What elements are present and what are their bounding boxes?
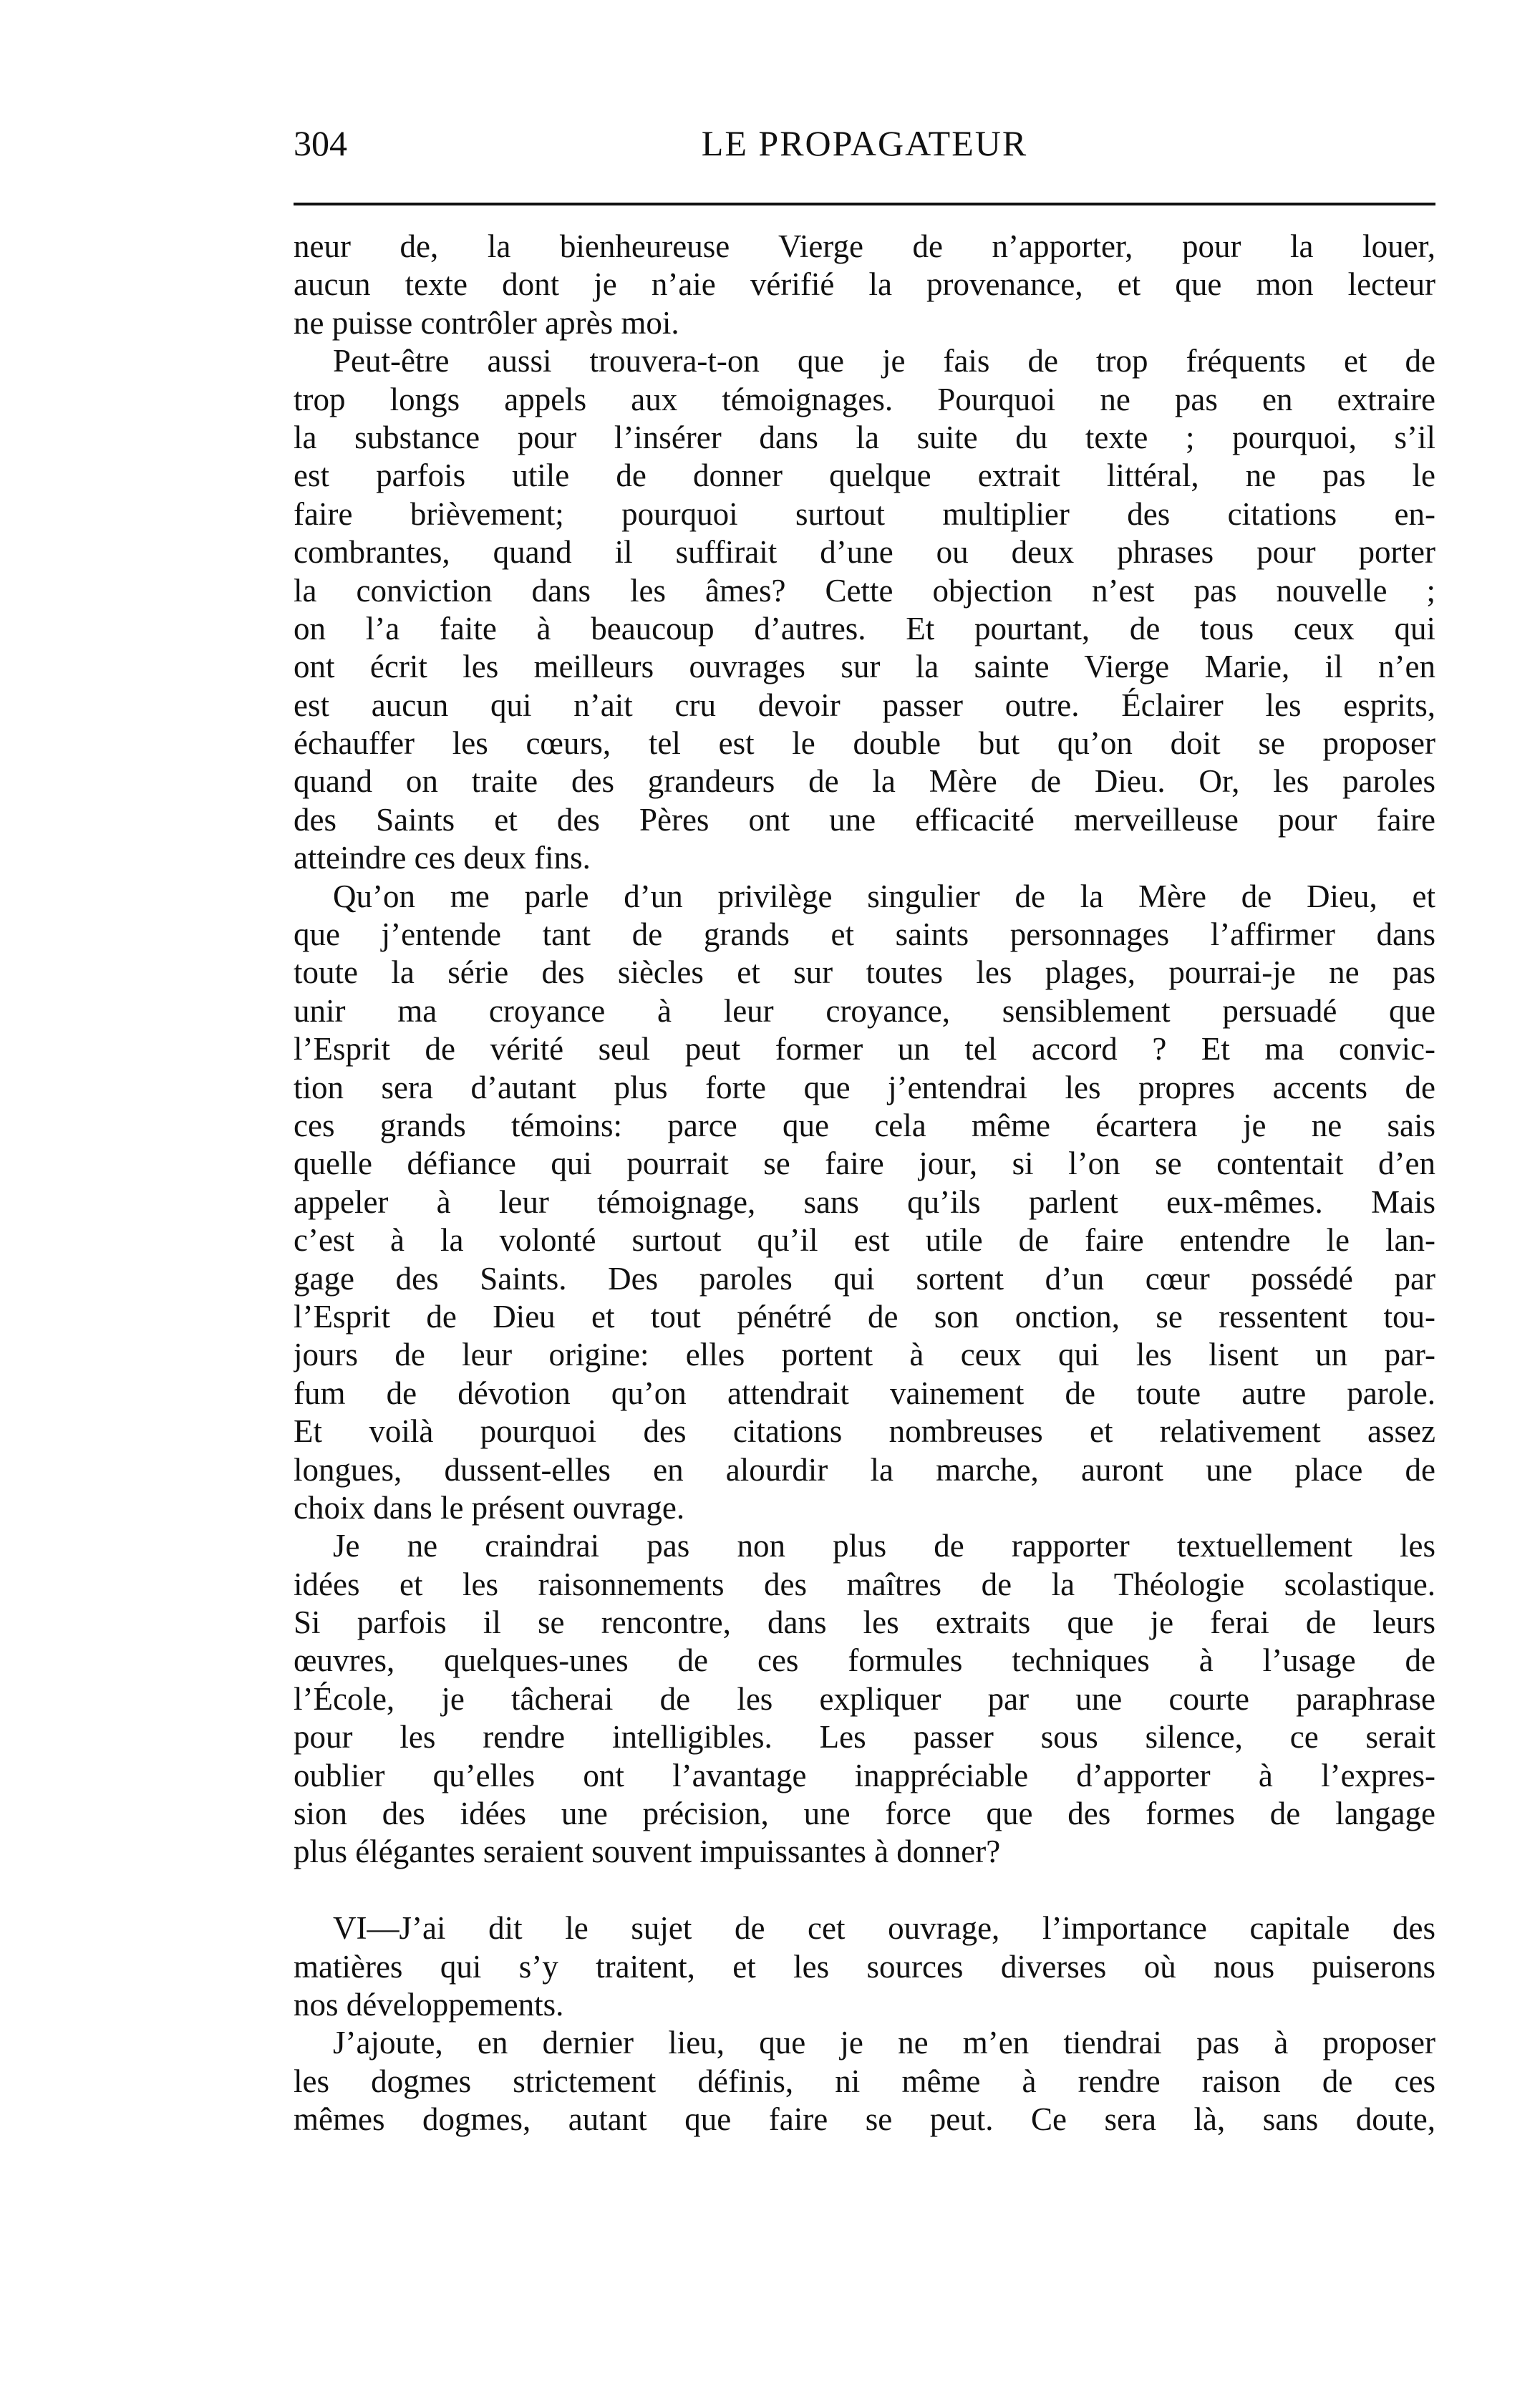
text-line: quelle défiance qui pourrait se faire jour, si l’on se contentait d’en: [294, 1146, 1435, 1182]
body-text: [294, 228, 1435, 2139]
text-line: Je ne craindrai pas non plus de rapporter textuellement les: [333, 1528, 1435, 1564]
text-line: VI—J’ai dit le sujet de cet ouvrage, l’importance capitale des: [333, 1910, 1435, 1947]
text-line: pour les rendre intelligibles. Les passer sous silence, ce serait: [294, 1719, 1435, 1756]
text-line: l’Esprit de Dieu et tout pénétré de son onction, se ressentent tou-: [294, 1298, 1435, 1335]
text-line: choix dans le présent ouvrage.: [294, 1489, 685, 1526]
text-line: matières qui s’y traitent, et les sources diverses où nous puiserons: [294, 1948, 1435, 1985]
text-line: neur de, la bienheureuse Vierge de n’apporter, pour la louer,: [294, 228, 1435, 264]
text-line: mêmes dogmes, autant que faire se peut. Ce sera là, sans doute,: [294, 2101, 1435, 2138]
text-line: idées et les raisonnements des maîtres de la Théologie scolastique.: [294, 1566, 1435, 1602]
text-line: sion des idées une précision, une force que des formes de langage: [294, 1796, 1435, 1832]
text-line: trop longs appels aux témoignages. Pourquoi ne pas en extraire: [294, 381, 1435, 417]
text-line: aucun texte dont je n’aie vérifié la provenance, et que mon lecteur: [294, 266, 1435, 303]
text-line: J’ajoute, en dernier lieu, que je ne m’en tiendrai pas à proposer: [333, 2025, 1435, 2061]
text-line: plus élégantes seraient souvent impuissantes à donner?: [294, 1834, 1001, 1870]
text-line: Si parfois il se rencontre, dans les extraits que je ferai de leurs: [294, 1604, 1435, 1641]
text-line: est aucun qui n’ait cru devoir passer outre. Éclairer les esprits,: [294, 687, 1435, 723]
text-line: l’Esprit de vérité seul peut former un tel accord ? Et ma convic-: [294, 1031, 1435, 1067]
text-line: longues, dussent-elles en alourdir la marche, auront une place de: [294, 1451, 1435, 1488]
text-line: Peut-être aussi trouvera-t-on que je fais de trop fréquents et de: [333, 343, 1435, 379]
header-rule: [294, 203, 1435, 205]
text-line: la substance pour l’insérer dans la suite du texte ; pourquoi, s’il: [294, 419, 1435, 455]
text-line: quand on traite des grandeurs de la Mère de Dieu. Or, les paroles: [294, 763, 1435, 800]
text-line: on l’a faite à beaucoup d’autres. Et pourtant, de tous ceux qui: [294, 610, 1435, 647]
text-line: Et voilà pourquoi des citations nombreuses et relativement assez: [294, 1413, 1435, 1450]
text-line: est parfois utile de donner quelque extrait littéral, ne pas le: [294, 457, 1435, 494]
text-line: échauffer les cœurs, tel est le double but qu’on doit se proposer: [294, 725, 1435, 762]
text-line: Qu’on me parle d’un privilège singulier de la Mère de Dieu, et: [333, 878, 1435, 914]
text-line: la conviction dans les âmes? Cette objection n’est pas nouvelle ;: [294, 572, 1435, 609]
text-line: œuvres, quelques-unes de ces formules techniques à l’usage de: [294, 1642, 1435, 1679]
text-line: fum de dévotion qu’on attendrait vainement de toute autre parole.: [294, 1375, 1435, 1411]
text-line: que j’entende tant de grands et saints personnages l’affirmer dans: [294, 916, 1435, 953]
text-line: jours de leur origine: elles portent à ceux qui les lisent un par-: [294, 1337, 1435, 1373]
text-line: l’École, je tâcherai de les expliquer par une courte paraphrase: [294, 1680, 1435, 1717]
text-line: nos développements.: [294, 1986, 564, 2023]
text-line: unir ma croyance à leur croyance, sensiblement persuadé que: [294, 992, 1435, 1029]
text-line: faire brièvement; pourquoi surtout multiplier des citations en-: [294, 495, 1435, 532]
text-line: ces grands témoins: parce que cela même écartera je ne sais: [294, 1107, 1435, 1143]
journal-title: LE PROPAGATEUR: [701, 123, 1028, 163]
running-head: [294, 118, 1435, 168]
text-line: toute la série des siècles et sur toutes les plages, pourrai-je ne pas: [294, 954, 1435, 991]
text-line: les dogmes strictement définis, ni même à rendre raison de ces: [294, 2063, 1435, 2099]
text-line: appeler à leur témoignage, sans qu’ils parlent eux-mêmes. Mais: [294, 1183, 1435, 1220]
text-line: des Saints et des Pères ont une efficacité merveilleuse pour faire: [294, 801, 1435, 838]
text-line: ne puisse contrôler après moi.: [294, 304, 679, 341]
text-line: c’est à la volonté surtout qu’il est utile de faire entendre le lan-: [294, 1222, 1435, 1259]
text-line: ont écrit les meilleurs ouvrages sur la sainte Vierge Marie, il n’en: [294, 649, 1435, 685]
section-gap: [294, 1871, 1435, 1909]
page-number: 304: [294, 123, 347, 163]
text-line: atteindre ces deux fins.: [294, 840, 591, 876]
text-line: tion sera d’autant plus forte que j’entendrai les propres accents de: [294, 1069, 1435, 1105]
text-line: gage des Saints. Des paroles qui sortent d’un cœur possédé par: [294, 1260, 1435, 1297]
text-line: oublier qu’elles ont l’avantage inappréciable d’apporter à l’expres-: [294, 1757, 1435, 1793]
text-line: combrantes, quand il suffirait d’une ou deux phrases pour porter: [294, 534, 1435, 571]
